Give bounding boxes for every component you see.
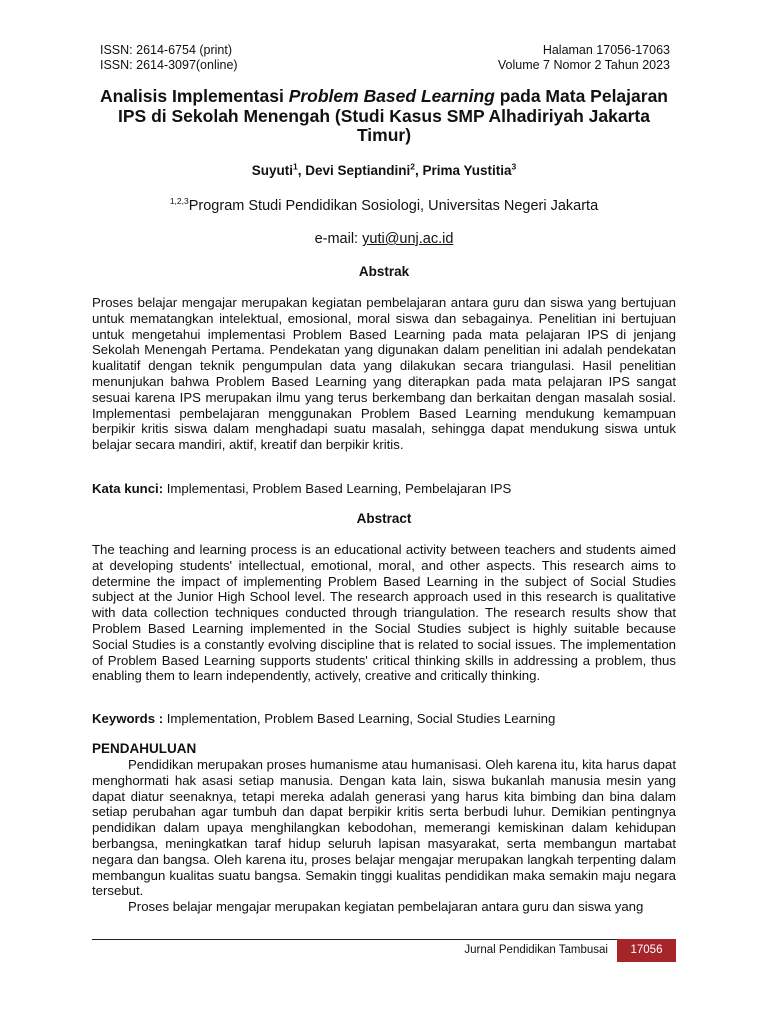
author-name: Suyuti (251, 163, 293, 178)
keywords (92, 711, 676, 726)
abstract-heading: Abstract (356, 511, 412, 526)
email-label: e-mail: (314, 231, 363, 247)
affiliation (92, 198, 676, 214)
author-sup: 3 (511, 161, 517, 172)
author-sup: 1 (292, 161, 298, 172)
author-list (92, 163, 676, 178)
author-sup: 2 (410, 161, 415, 172)
abstrak-text: Proses belajar mengajar merupakan kegiatan pembelajaran antara guru dan siswa yang bertujuan untuk mematangkan intelektual, emosional, moral siswa dan sebagainya. Penelitian ini bertujuan untuk mengetahui implementasi Problem Based Learning pada mata pelajaran IPS di jenjang Sekolah Menengah Pertama. Pendekatan yang digunakan dalam penelitian ini adalah pendekatan kualitatif dengan teknik pengumpulan data yang dilakukan secara triangulasi. Hasil penelitian menunjukan bahwa Problem Based Learning yang diterapkan pada mata pelajaran IPS sangat sesuai karena IPS merupakan ilmu yang terus berkembang dan berkaitan dengan masalah sosial. Implementasi pembelajaran menggunakan Problem Based Learning mendukung kemampuan berpikir kritis siswa dalam menghadapi suatu masalah, sehingga dapat mendukung siswa untuk belajar secara mandiri, aktif, kreatif dan berpikir kritis. (92, 295, 676, 453)
affiliation-sup: 1,2,3 (169, 196, 189, 207)
author-sep: , (297, 163, 306, 178)
title-part-1: Analisis Implementasi (100, 86, 289, 106)
section-heading: PENDAHULUAN (92, 741, 197, 756)
volume-info: Volume 7 Nomor 2 Tahun 2023 (497, 58, 670, 72)
author-name: Devi Septiandini (305, 163, 411, 178)
abstract-text: The teaching and learning process is an educational activity between teachers and students aimed at developing students' intellectual, emotional, moral, and other aspects. This research aims to determine the impact of implementing Problem Based Learning in the subject of Social Studies subject at the Junior High School level. The research approach used in this research is qualitative with data collection techniques conducted through triangulation. The research results show that Problem Based Learning implemented in the Social Studies subject is highly suitable because Social Studies is a constantly evolving discipline that is related to social issues. The implementation of Problem Based Learning supports students' critical thinking skills in addressing a problem, thus enabling them to learn independently, actively, creative and critically thinking. (92, 542, 676, 684)
section-body (92, 757, 676, 915)
kata-kunci (92, 481, 676, 496)
author-sep: , (414, 163, 423, 178)
issn-print: ISSN: 2614-6754 (print) (100, 43, 233, 57)
paper-title (92, 87, 676, 146)
kata-kunci-label: Kata kunci: (92, 481, 164, 496)
abstrak-heading: Abstrak (358, 264, 410, 279)
footer-page-number: 17056 (617, 939, 676, 962)
issn-block (100, 43, 238, 73)
email-line (92, 231, 676, 247)
title-part-2: pada Mata Pelajaran IPS di Sekolah Menengah (Studi Kasus SMP Alhadiriyah Jakarta Timur) (118, 86, 668, 145)
body-paragraph: Proses belajar mengajar merupakan kegiatan pembelajaran antara guru dan siswa yang (128, 899, 644, 915)
issn-online: ISSN: 2614-3097(online) (100, 58, 238, 72)
kata-kunci-text: Implementasi, Problem Based Learning, Pembelajaran IPS (163, 481, 512, 496)
body-paragraph: Pendidikan merupakan proses humanisme atau humanisasi. Oleh karena itu, kita harus dapat menghormati hak asasi setiap manusia. Dengan kata lain, siswa bukanlah manusia mesin yang dapat diatur seenaknya, tetapi mereka adalah generasi yang harus kita bimbing dan bina dalam setiap perubahan agar tumbuh dan dapat berpikir kritis serta berbudi luhur. Demikian pentingnya pendidikan dalam upaya menghilangkan kebodohan, memerangi kemiskinan dalam kehidupan berbangsa, meningkatkan taraf hidup seluruh lapisan masyarakat, serta membangun martabat negara dan bangsa. Oleh karena itu, proses belajar mengajar merupakan langkah terpenting dalam membangun kualitas suatu bangsa. Semakin tinggi kualitas pendidikan maka semakin maju negara tersebut. (92, 757, 676, 899)
keywords-text: Implementation, Problem Based Learning, Social Studies Learning (163, 711, 556, 726)
affiliation-text: Program Studi Pendidikan Sosiologi, Universitas Negeri Jakarta (188, 198, 599, 214)
author-name: Prima Yustitia (422, 163, 512, 178)
footer-divider (92, 939, 676, 940)
title-italic: Problem Based Learning (288, 86, 495, 106)
footer-journal-name: Jurnal Pendidikan Tambusai (464, 944, 608, 956)
keywords-label: Keywords : (92, 711, 164, 726)
email-link[interactable]: yuti@unj.ac.id (362, 231, 454, 247)
volume-block (498, 43, 670, 73)
page-range: Halaman 17056-17063 (542, 43, 670, 57)
